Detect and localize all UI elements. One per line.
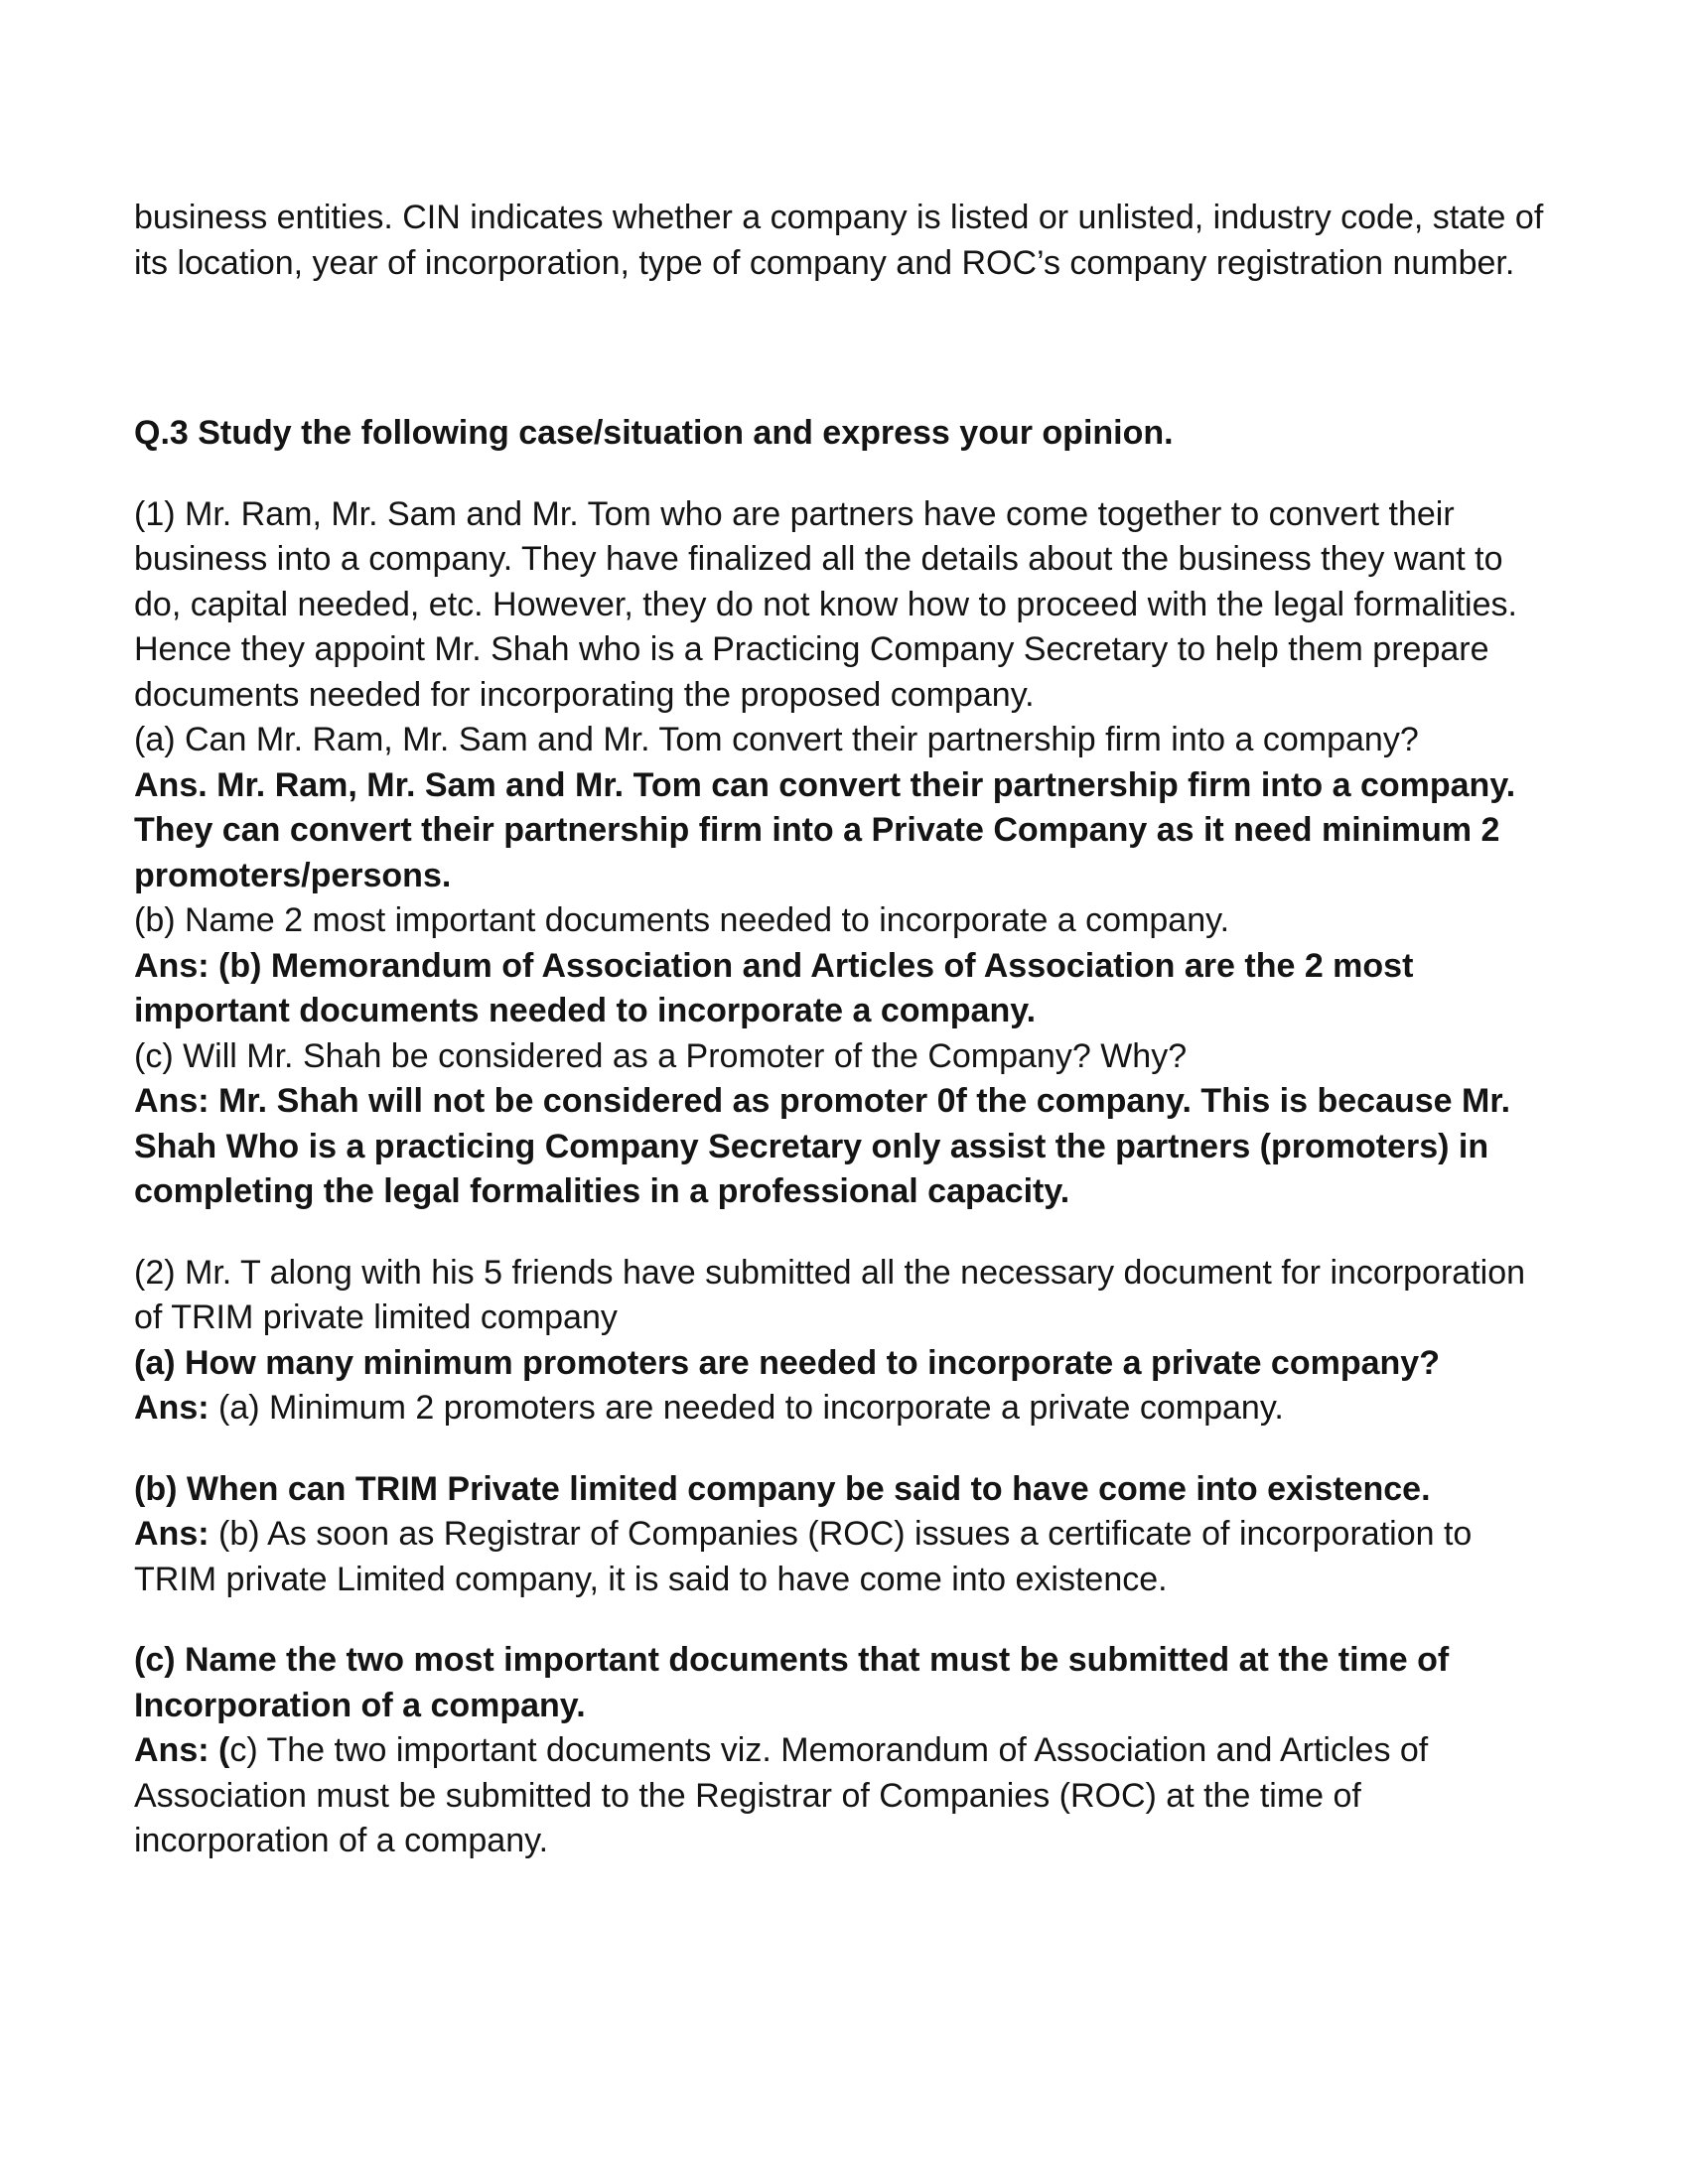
intro-paragraph: business entities. CIN indicates whether a company is listed or unlisted, industry code, state of its location, year of incorporation, type of company and ROC’s company registration number. [134,199,1544,282]
spacer [134,1215,1559,1251]
answer-label: Ans: [134,1389,210,1427]
case-2-text: (2) Mr. T along with his 5 friends have submitted all the necessary document for incorporation of TRIM private limited company [134,1253,1526,1336]
case-1-answer-b: Ans: (b) Memorandum of Association and Articles of Association are the 2 most important documents needed to incorporate a company. [134,946,1414,1029]
case-2-answer-a [134,1386,1559,1432]
case-1-text: (1) Mr. Ram, Mr. Sam and Mr. Tom who are partners have come together to convert their business into a company. They have finalized all the details about the business they want to do, capital needed, etc. However, they do not know how to proceed with the legal formalities. Hence they appoint Mr. Shah who is a Practicing Company Secretary to help them prepare documents needed for incorporating the proposed company. [134,494,1517,714]
case-1-question-c: (c) Will Mr. Shah be considered as a Promoter of the Company? Why? [134,1036,1188,1075]
answer-label: Ans: ( [134,1731,230,1769]
case-2 [134,1251,1559,1864]
case-2-question-c: (c) Name the two most important documents that must be submitted at the time of Incorporation of a company. [134,1641,1450,1724]
case-1-question-a: (a) Can Mr. Ram, Mr. Sam and Mr. Tom convert their partnership firm into a company? [134,721,1419,758]
case-1 [134,492,1559,1215]
answer-label: Ans: [134,1515,210,1553]
answer-text: c) The two important documents viz. Memorandum of Association and Articles of Association must be submitted to the Registrar of Companies (ROC) at the time of incorporation of a company. [134,1731,1429,1859]
case-2-answer-b [134,1512,1559,1602]
spacer [134,1602,1559,1638]
case-1-answer-c: Ans: Mr. Shah will not be considered as promoter 0f the company. This is because Mr. Shah Who is a practicing Company Secretary only assist the partners (promoters) in completing the legal formalities in a professional capacity. [134,1082,1511,1210]
case-2-question-a: (a) How many minimum promoters are needed to incorporate a private company? [134,1343,1440,1382]
case-1-question-b: (b) Name 2 most important documents needed to incorporate a company. [134,901,1230,939]
answer-text: (a) Minimum 2 promoters are needed to incorporate a private company. [209,1389,1284,1427]
case-2-question-b: (b) When can TRIM Private limited company be said to have come into existence. [134,1469,1431,1508]
answer-text: (b) As soon as Registrar of Companies (ROC) issues a certificate of incorporation to TRIM private Limited company, it is said to have come into existence. [134,1515,1473,1598]
spacer [134,1432,1559,1467]
spacer [134,286,1559,411]
case-2-answer-c [134,1728,1559,1864]
spacer [134,457,1559,492]
case-1-answer-a: Ans. Mr. Ram, Mr. Sam and Mr. Tom can convert their partnership firm into a company. They can convert their partnership firm into a Private Company as it need minimum 2 promoters/persons. [134,765,1516,894]
q3-heading: Q.3 Study the following case/situation and express your opinion. [134,414,1174,452]
